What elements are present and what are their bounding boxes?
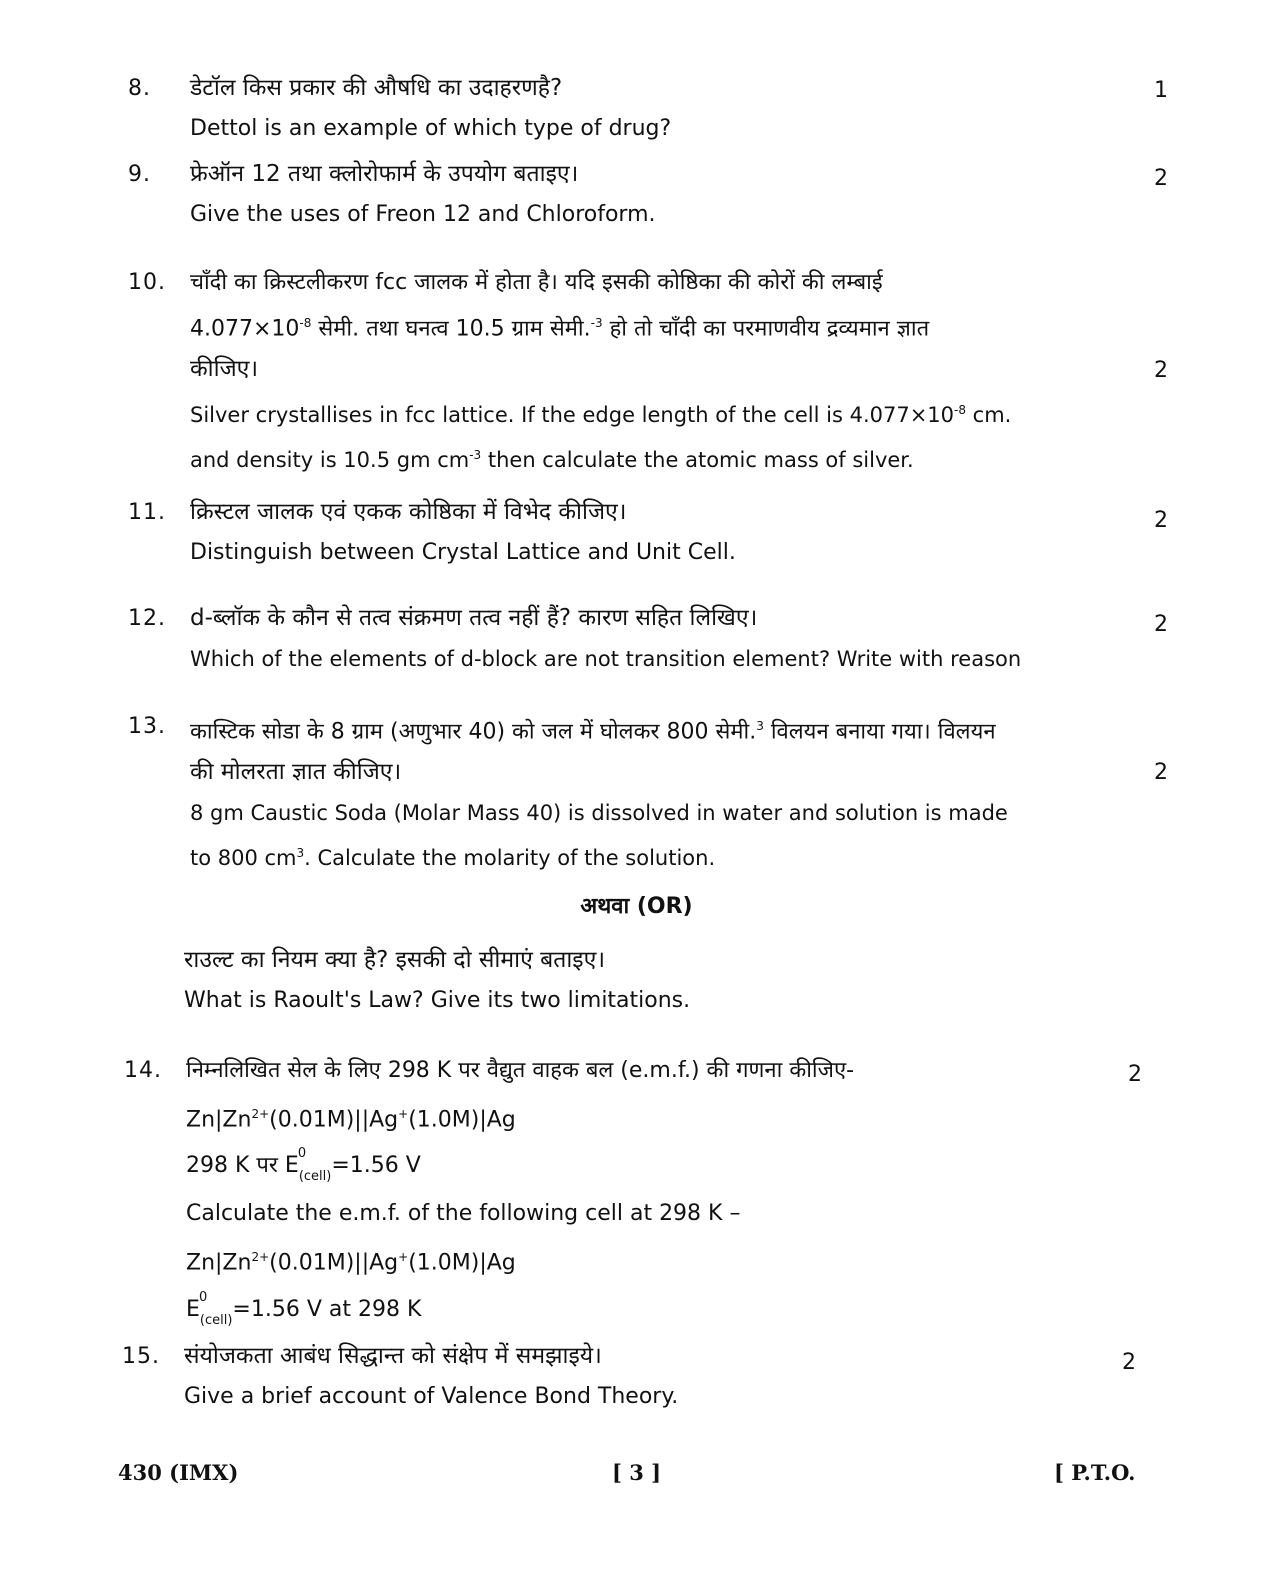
question-marks: 2 (1154, 612, 1168, 637)
text-fragment: =1.56 V at 298 K (232, 1296, 422, 1322)
question-number: 9. (128, 162, 151, 187)
text-fragment: हो तो चाँदी का परमाणवीय द्रव्यमान ज्ञात (602, 316, 930, 342)
question-hindi: फ्रेऑन 12 तथा क्लोरोफार्म के उपयोग बताइए। (190, 161, 579, 187)
text-fragment: =1.56 V (331, 1153, 421, 1179)
or-question-english: What is Raoult's Law? Give its two limitations. (184, 988, 691, 1013)
question-hindi-line: की मोलरता ज्ञात कीजिए। (190, 759, 402, 786)
question-marks: 2 (1128, 1062, 1142, 1087)
question-hindi: क्रिस्टल जालक एवं एकक कोष्ठिका में विभेद कीजिए। (190, 499, 627, 525)
question-hindi-line: कीजिए। (190, 356, 259, 383)
question-english: Give the uses of Freon 12 and Chloroform. (190, 202, 656, 227)
question-marks: 2 (1154, 760, 1168, 785)
e-zero-cell-symbol (285, 1143, 331, 1192)
text-fragment: 298 K पर (186, 1153, 285, 1179)
question-marks: 1 (1154, 78, 1168, 103)
text-fragment: Zn|Zn (186, 1250, 252, 1276)
question-11 (128, 492, 1168, 573)
superscript: -8 (954, 403, 966, 418)
cell-notation (186, 1091, 1142, 1143)
text-fragment: कास्टिक सोडा के 8 ग्राम (अणुभार 40) को जल में घोलकर 800 सेमी. (190, 719, 757, 745)
question-hindi: संयोजकता आबंध सिद्धान्त को संक्षेप में समझाइये। (184, 1343, 602, 1369)
question-number: 13. (128, 714, 166, 739)
text-fragment: cm. (966, 403, 1012, 428)
question-number: 14. (124, 1058, 162, 1083)
question-marks: 2 (1154, 508, 1168, 533)
text-fragment: विलयन बनाया गया। विलयन (763, 719, 996, 745)
question-english: Distinguish between Crystal Lattice and Unit Cell. (190, 540, 736, 565)
question-hindi: d-ब्लॉक के कौन से तत्व संक्रमण तत्व नहीं हैं? कारण सहित लिखिए। (190, 605, 758, 631)
question-hindi-line (190, 706, 1168, 752)
question-marks: 2 (1122, 1350, 1136, 1375)
question-number: 10. (128, 270, 166, 295)
question-14 (124, 1050, 1142, 1336)
standard-emf-english (186, 1287, 1142, 1336)
subscript: (cell) (298, 1169, 332, 1185)
footer-page-number: [ 3 ] (612, 1460, 662, 1485)
question-number: 15. (122, 1344, 160, 1369)
standard-emf-hindi (186, 1143, 1142, 1192)
text-fragment: (0.01M)||Ag (269, 1250, 399, 1276)
text-fragment: 4.077×10 (190, 316, 300, 342)
text-fragment: . Calculate the molarity of the solution. (304, 846, 716, 871)
question-8 (128, 68, 1168, 149)
superscript: -3 (590, 316, 603, 330)
question-13-or (128, 940, 1168, 1021)
superscript: 2+ (251, 1250, 270, 1265)
question-english-line (190, 390, 1168, 435)
superscript: -8 (299, 316, 312, 330)
question-english: Which of the elements of d-block are not transition element? Write with reason (190, 647, 1022, 671)
superscript: 0 (199, 1289, 208, 1305)
superscript: -3 (469, 448, 482, 463)
superscript: 0 (297, 1146, 307, 1162)
question-hindi: डेटॉल किस प्रकार की औषधि का उदाहरणहै? (190, 75, 563, 101)
superscript: 3 (756, 719, 764, 733)
superscript: + (398, 1250, 409, 1265)
cell-notation (186, 1234, 1142, 1286)
question-english-line (190, 435, 1168, 480)
question-hindi: निम्नलिखित सेल के लिए 298 K पर वैद्युत वाहक बल (e.m.f.) की गणना कीजिए- (186, 1058, 855, 1083)
question-9 (128, 154, 1168, 235)
question-15 (122, 1336, 1136, 1417)
text-fragment: E (186, 1296, 200, 1322)
question-english-line: 8 gm Caustic Soda (Molar Mass 40) is dissolved in water and solution is made (190, 801, 1008, 826)
text-fragment: (1.0M)|Ag (408, 1250, 516, 1276)
question-number: 12. (128, 606, 166, 631)
question-marks: 2 (1154, 358, 1168, 383)
question-hindi-line: चाँदी का क्रिस्टलीकरण fcc जालक में होता है। यदि इसकी कोष्ठिका की कोरों की लम्बाई (190, 270, 883, 295)
superscript: 3 (296, 846, 305, 861)
e-zero-cell-symbol (186, 1287, 232, 1336)
or-question-hindi: राउल्ट का नियम क्या है? इसकी दो सीमाएं बताइए। (184, 947, 606, 973)
text-fragment: then calculate the atomic mass of silver. (481, 448, 914, 473)
text-fragment: Silver crystallises in fcc lattice. If the edge length of the cell is 4.077×10 (190, 403, 955, 428)
text-fragment: (1.0M)|Ag (408, 1107, 516, 1133)
superscript: 2+ (251, 1107, 270, 1121)
text-fragment: सेमी. तथा घनत्व 10.5 ग्राम सेमी. (311, 316, 591, 342)
text-fragment: E (284, 1153, 299, 1179)
question-english-line (190, 833, 1168, 878)
question-english: Dettol is an example of which type of drug? (190, 116, 672, 141)
text-fragment: and density is 10.5 gm cm (190, 448, 470, 473)
subscript: (cell) (199, 1312, 233, 1328)
question-12 (128, 598, 1168, 679)
question-english: Give a brief account of Valence Bond Theory. (184, 1384, 679, 1409)
question-number: 11. (128, 500, 166, 525)
question-10 (128, 262, 1168, 480)
text-fragment: Zn|Zn (186, 1107, 252, 1133)
text-fragment: (0.01M)||Ag (269, 1107, 399, 1133)
question-13 (128, 706, 1168, 878)
or-heading: अथवा (OR) (580, 894, 693, 919)
question-english: Calculate the e.m.f. of the following cell at 298 K – (186, 1201, 741, 1227)
footer-paper-code: 430 (IMX) (118, 1460, 239, 1485)
question-marks: 2 (1154, 166, 1168, 191)
text-fragment: to 800 cm (190, 846, 297, 871)
question-hindi-line (190, 303, 1168, 349)
footer-pto: [ P.T.O. (1054, 1460, 1136, 1485)
superscript: + (398, 1107, 409, 1121)
question-number: 8. (128, 76, 151, 101)
